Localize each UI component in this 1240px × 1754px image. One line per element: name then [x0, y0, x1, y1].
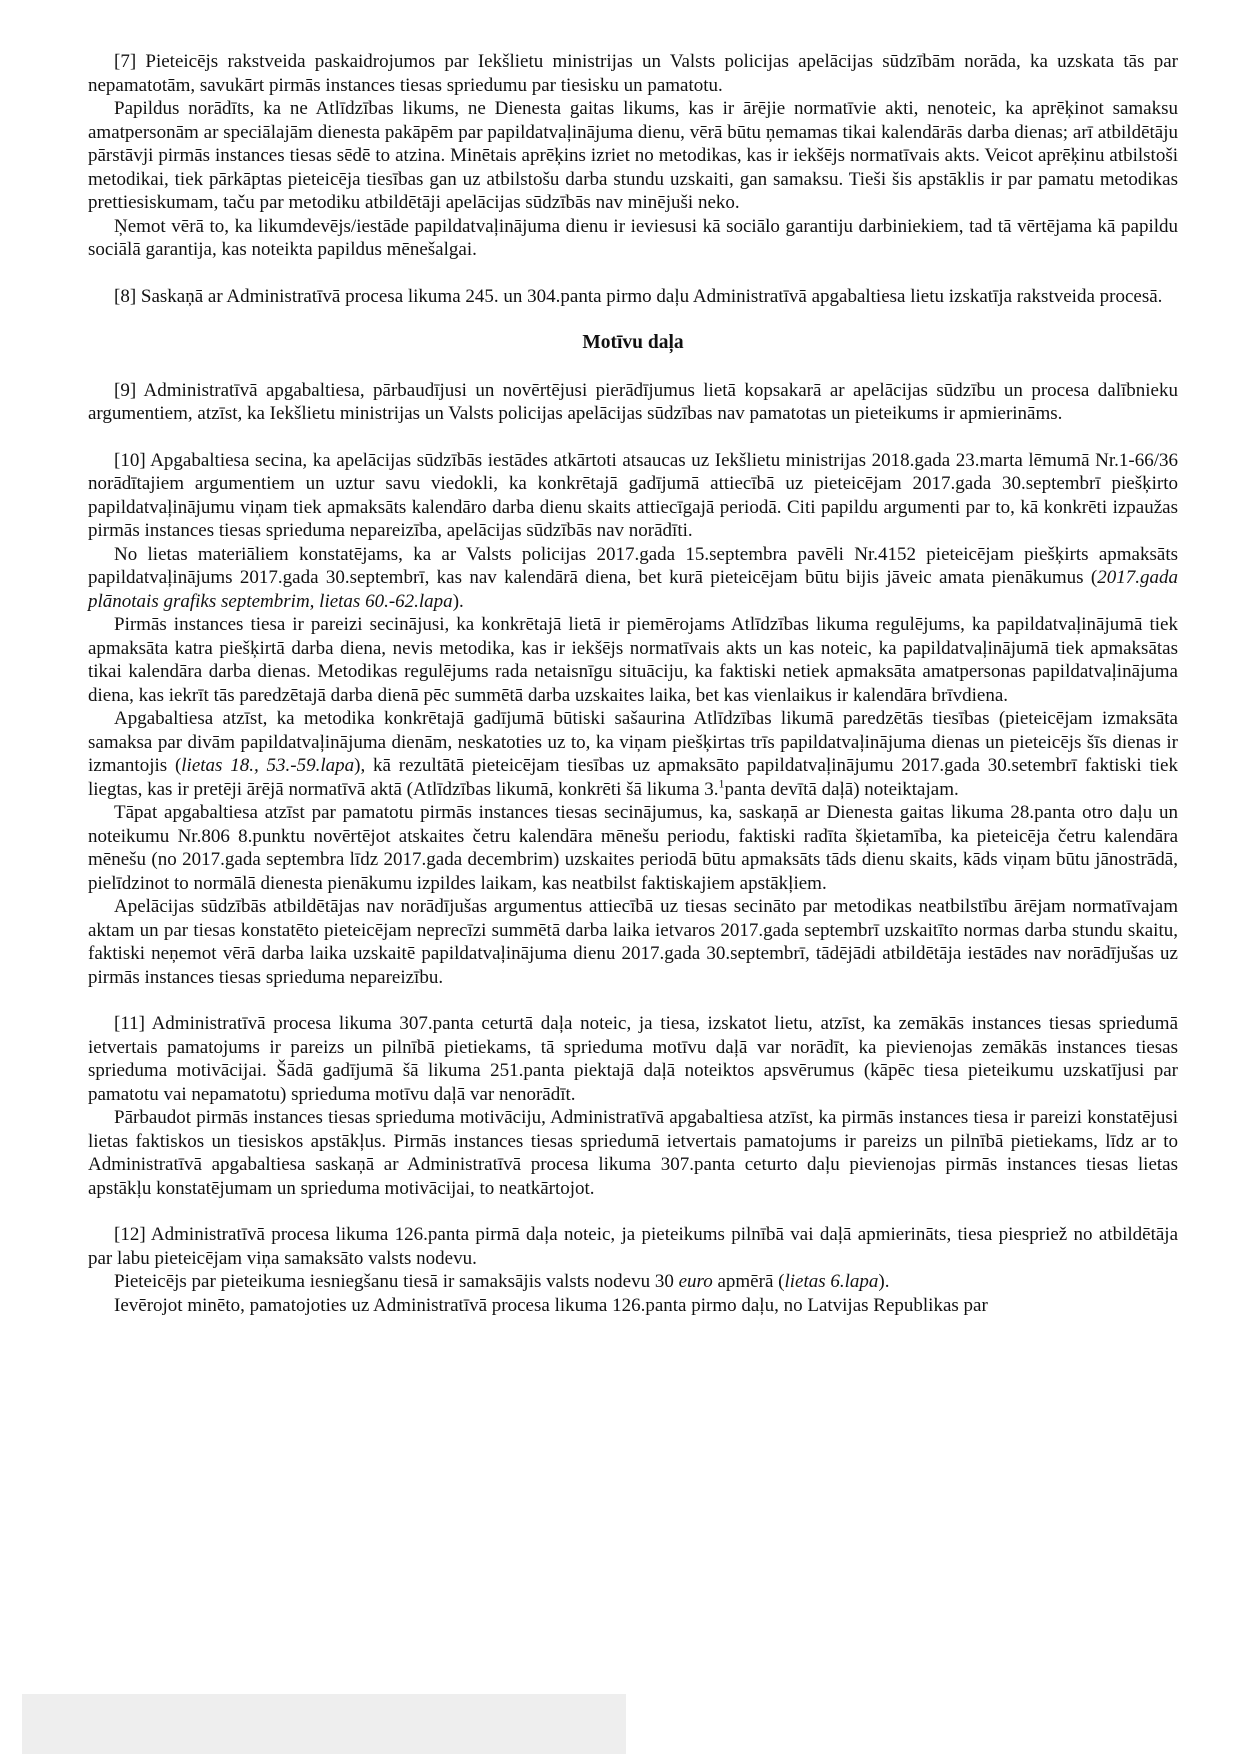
paragraph-12-text-2-body: Pieteicējs par pieteikuma iesniegšanu tiesā ir samaksājis valsts nodevu 30: [114, 1271, 679, 1292]
paragraph-7: [88, 50, 1178, 262]
paragraph-10-text-5: Tāpat apgabaltiesa atzīst par pamatotu pirmās instances tiesas secinājumus, ka, saskaņā ar Dienesta gaitas likuma 28.panta otro daļu un noteikumu Nr.806 8.punktu novērtējot atskaites četru kalendāra mēnešu periodu, faktiski radīta šķietamība, ka pieteicēja četru kalendāra mēnešu (no 2017.gada septembra līdz 2017.gada decembrim) uzskaites periodā būtu apmaksāts tāds dienu skaits, kāds viņam būtu jānostrādā, pielīdzinot to normālā dienesta pienākumu izpildes laikam, kas neatbilst faktiskajiem apstākļiem.: [88, 802, 1178, 894]
paragraph-11-text-2: Pārbaudot pirmās instances tiesas sprieduma motivāciju, Administratīvā apgabaltiesa atzīst, ka pirmās instances tiesa ir pareizi konstatējusi lietas faktiskos un tiesiskos apstākļus. Pirmās instances tiesas spriedumā ietvertais pamatojums ir pareizs un pilnībā pietiekams, līdz ar to Administratīvā apgabaltiesa saskaņā ar Administratīvā procesa likuma 307.panta ceturto daļu pievienojas pirmās instances tiesas lietas apstākļu konstatējumam un sprieduma motivācijai, to neatkārtojot.: [88, 1107, 1178, 1199]
paragraph-7-text-2: Papildus norādīts, ka ne Atlīdzības likums, ne Dienesta gaitas likums, kas ir ārējie normatīvie akti, nenoteic, ka aprēķinot samaksu amatpersonām ar speciālajām dienesta pakāpēm par papildatvaļinājuma dienu, vērā būtu ņemamas tikai kalendārās darba dienas; arī atbildētāju pārstāvji pirmās instances tiesas sēdē to atzina. Minētais aprēķins izriet no metodikas, kas ir iekšējs normatīvais akts. Veicot aprēķinu atbilstoši metodikai, tiek pārkāptas pieteicēja tiesības gan uz atbilstošu darba stundu uzskaiti, gan samaksu. Tieši šis apstāklis ir par pamatu metodikas prettiesiskumam, taču par metodiku atbildētāji apelācijas sūdzībās nav minējuši neko.: [88, 98, 1178, 213]
paragraph-7-text-3: Ņemot vērā to, ka likumdevējs/iestāde papildatvaļinājuma dienu ir ieviesusi kā sociālo garantiju darbiniekiem, tad tā vērtējama kā papildu sociālā garantija, kas noteikta papildus mēnešalgai.: [88, 215, 1178, 260]
paragraph-10-text-4-body: Apgabaltiesa atzīst, ka metodika konkrētajā gadījumā būtiski sašaurina Atlīdzības likumā paredzētās tiesības (pieteicējam izmaksāta samaksa par divām papildatvaļinājuma dienām, neskatoties uz to, ka viņam piešķirtas trīs papildatvaļinājuma dienas un pieteicējs šīs dienas ir izmantojis (: [88, 708, 1178, 776]
paragraph-10-text-4-end: panta devītā daļā) noteiktajam.: [724, 778, 959, 800]
paragraph-9-text-1: [9] Administratīvā apgabaltiesa, pārbaudījusi un novērtējusi pierādījumus lietā kopsakarā ar apelācijas sūdzību un procesa dalībnieku argumentiem, atzīst, ka Iekšlietu ministrijas un Valsts policijas apelācijas sūdzības nav pamatotas un pieteikums ir apmierināms.: [88, 379, 1178, 424]
paragraph-11-text-1: [11] Administratīvā procesa likuma 307.panta ceturtā daļa noteic, ja tiesa, izskatot lietu, atzīst, ka zemākās instances tiesas spriedumā ietvertais pamatojums ir pareizs un pilnībā pietiekams, tā sprieduma motīvu daļā var norādīt, ka pievienojas zemākās instances tiesas sprieduma motivācijai. Šādā gadījumā šā likuma 251.panta piektajā daļā noteiktos apsvērumus (kāpēc tiesa pieteikumu uzskatījusi par pamatotu vai nepamatotu) sprieduma motīvu daļā var nenorādīt.: [88, 1013, 1178, 1105]
paragraph-10: [88, 449, 1178, 990]
paragraph-12-text-3: Ievērojot minēto, pamatojoties uz Administratīvā procesa likuma 126.panta pirmo daļu, no Latvijas Republikas par: [114, 1294, 988, 1316]
superscript-marker: 1: [718, 776, 725, 791]
case-file-reference: lietas 6.lapa: [784, 1271, 879, 1292]
case-file-reference: lietas 18., 53.-59.lapa: [181, 755, 355, 776]
paragraph-8: [88, 285, 1178, 309]
paragraph-10-text-4: [88, 707, 1178, 801]
paragraph-12-text-2-end: ).: [878, 1271, 890, 1292]
case-file-reference: 2017.gada plānotais grafiks septembrim, lietas 60.-62.lapa: [88, 567, 1178, 612]
footer-placeholder-bar: [22, 1694, 626, 1754]
paragraph-10-text-2-end: ).: [452, 590, 464, 612]
paragraph-12-text-2: [88, 1270, 1178, 1294]
paragraph-12-text-2-mid: apmērā (: [712, 1271, 785, 1292]
paragraph-10-text-2: [88, 543, 1178, 614]
paragraph-12: [88, 1223, 1178, 1317]
paragraph-11: [88, 1012, 1178, 1200]
paragraph-10-text-4-mid: ), kā rezultātā pieteicējam tiesības uz apmaksāto papildatvaļinājumu 2017.gada 30.setembrī faktiski tiek liegtas, kas ir pretēji ārējā normatīvā aktā (Atlīdzības likumā, konkrēti šā likuma 3.: [88, 755, 1178, 800]
paragraph-10-text-1: [10] Apgabaltiesa secina, ka apelācijas sūdzībās iestādes atkārtoti atsaucas uz Iekšlietu ministrijas 2018.gada 23.marta lēmumā Nr.1-66/36 norādītajiem argumentiem un uztur savu viedokli, ka konkrētajā gadījumā attiecībā uz pieteicējam 2017.gada 30.septembrī piešķirto papildatvaļinājumu viņam tiek apmaksāts kalendāro darba dienu skaits attiecīgajā periodā. Citi papildu argumenti par to, kā konkrēti izpaužas pirmās instances tiesas sprieduma nepareizība, apelācijas sūdzībās nav norādīti.: [88, 449, 1178, 541]
paragraph-10-text-3: Pirmās instances tiesa ir pareizi secinājusi, ka konkrētajā lietā ir piemērojams Atlīdzības likuma regulējums, ka papildatvaļinājumā tiek apmaksāta katra piešķirtā darba diena, nevis metodika, kas ir iekšējs normatīvais akts un kas noteic, ka papildatvaļinājumā tiek apmaksātas tikai kalendāra darba dienas. Metodikas regulējums rada netaisnīgu situāciju, ka faktiski netiek apmaksāta amatpersonas papildatvaļinājuma diena, kas iekrīt tās paredzētajā darba dienā pēc summētā darba uzskaites laika, bet kas vienlaikus ir kalendāra brīvdiena.: [88, 614, 1178, 706]
currency-word: euro: [678, 1271, 713, 1292]
section-heading: Motīvu daļa: [582, 332, 684, 353]
paragraph-10-text-2-body: No lietas materiāliem konstatējams, ka ar Valsts policijas 2017.gada 15.septembra pavēli Nr.4152 pieteicējam piešķirts apmaksāts papildatvaļinājums 2017.gada 30.septembrī, kas nav kalendārā diena, bet kurā pieteicējam būtu bijis jāveic amata pienākumus (: [88, 543, 1178, 588]
paragraph-7-text-1: [7] Pieteicējs rakstveida paskaidrojumos par Iekšlietu ministrijas un Valsts policijas apelācijas sūdzībām norāda, ka uzskata tās par nepamatotām, savukārt pirmās instances tiesas spriedumu par tiesisku un pamatotu.: [88, 51, 1178, 96]
paragraph-12-text-1: [12] Administratīvā procesa likuma 126.panta pirmā daļa noteic, ja pieteikums pilnībā vai daļā apmierināts, tiesa piespriež no atbildētāja par labu pieteicējam viņa samaksāto valsts nodevu.: [88, 1224, 1178, 1269]
paragraph-8-text-1: [8] Saskaņā ar Administratīvā procesa likuma 245. un 304.panta pirmo daļu Administratīvā apgabaltiesa lietu izskatīja rakstveida procesā.: [114, 285, 1163, 307]
paragraph-9: [88, 379, 1178, 426]
paragraph-10-text-6: Apelācijas sūdzībās atbildētājas nav norādījušas argumentus attiecībā uz tiesas secināto par metodikas neatbilstību ārējam normatīvajam aktam un par tiesas konstatēto pieteicējam neprecīzi summētā darba laika ietvaros 2017.gada septembrī uzskaitīto normas darba stundu skaitu, faktiski neņemot vērā darba laika uzskaitē papildatvaļinājuma dienu 2017.gada 30.septembrī, tādējādi atbildētāja iestādes nav norādījušas uz pirmās instances tiesas sprieduma nepareizību.: [88, 896, 1178, 988]
